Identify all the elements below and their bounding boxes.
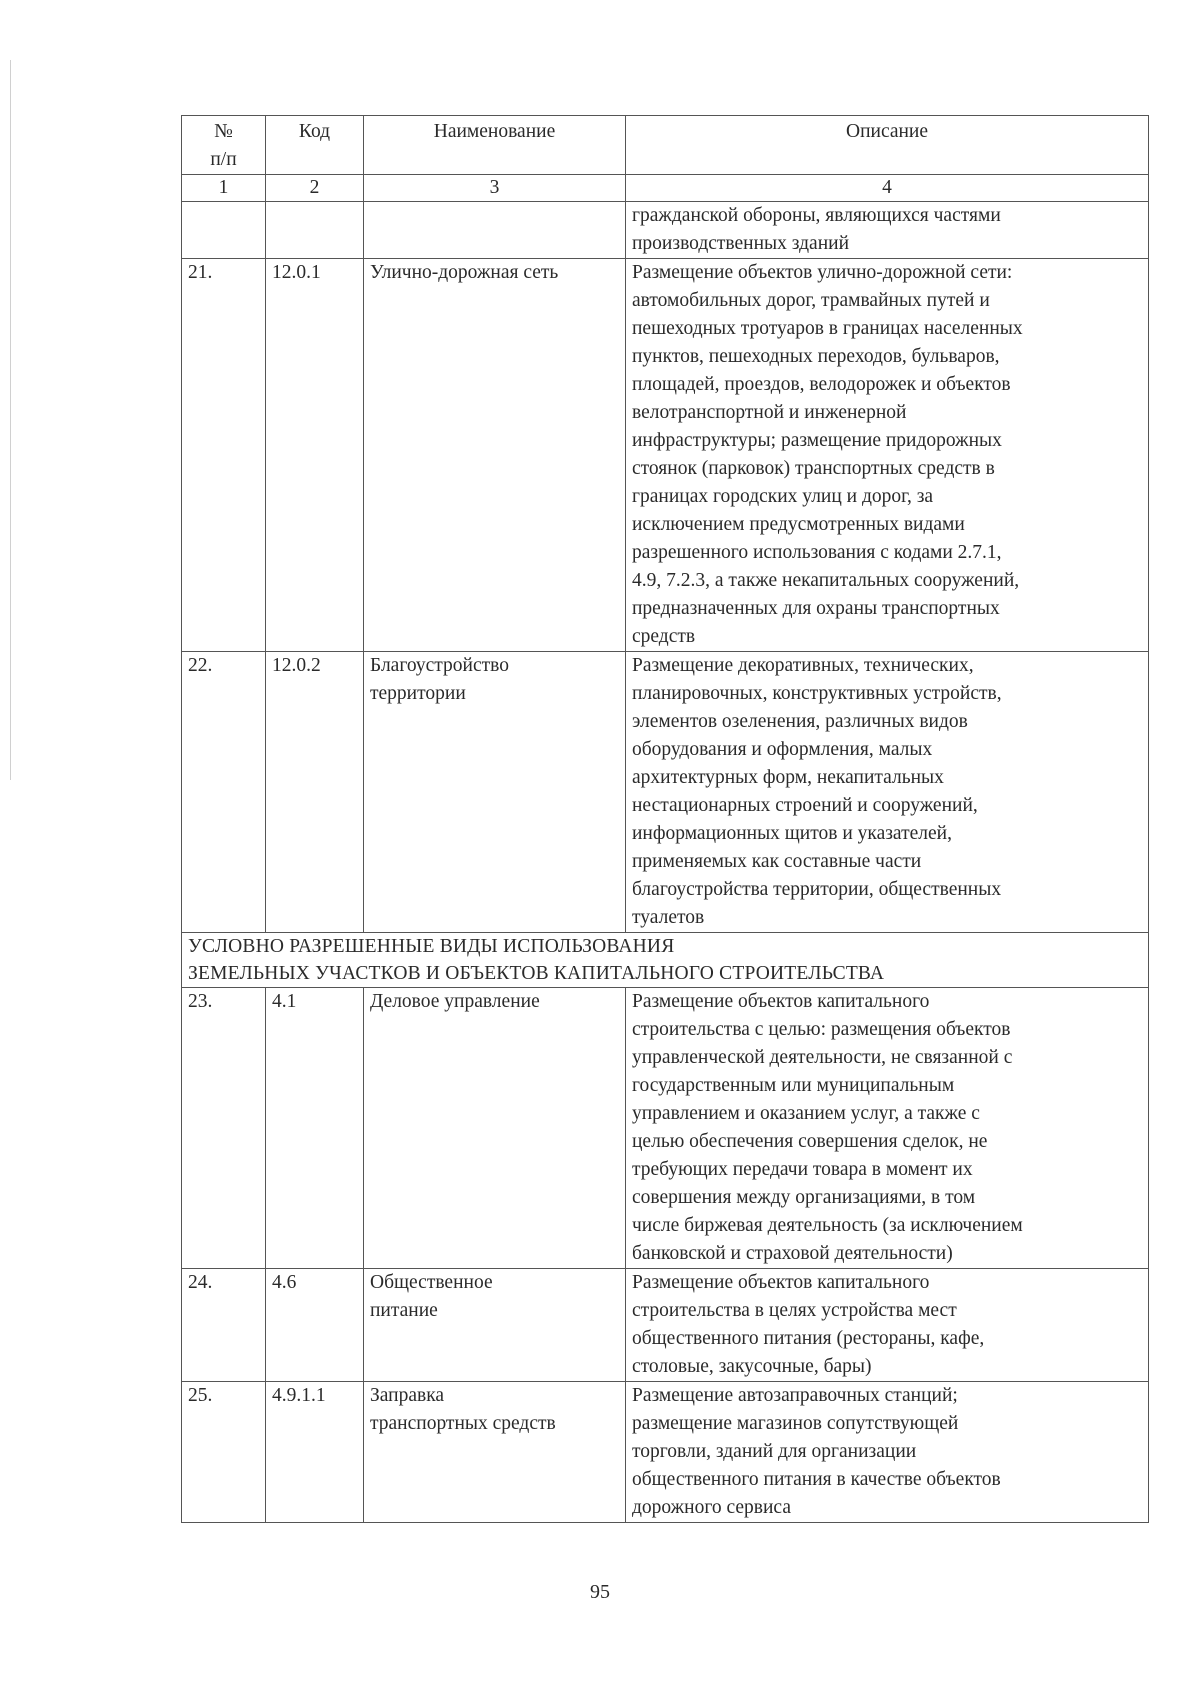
row-number: 23. — [182, 988, 266, 1269]
row-name: Благоустройство территории — [364, 652, 626, 933]
section-header-row — [182, 933, 1149, 988]
table-row — [182, 1269, 1149, 1382]
rows-before-section — [182, 202, 1149, 933]
table-header-row — [182, 116, 1149, 175]
row-number: 25. — [182, 1382, 266, 1523]
column-number: 1 — [182, 175, 266, 202]
rows-after-section — [182, 988, 1149, 1523]
column-number: 2 — [266, 175, 364, 202]
row-name: Улично-дорожная сеть — [364, 259, 626, 652]
row-description: Размещение декоративных, технических, планировочных, конструктивных устройств, элементов озеленения, различных видов оборудования и оформления, малых архитектурных форм, некапитальных нестационарных строений и сооружений, информационных щитов и указателей, применяемых как составные части благоустройства территории, общественных туалетов — [626, 652, 1149, 933]
row-description: Размещение объектов капитального строительства с целью: размещения объектов управленческой деятельности, не связанной с государственным или муниципальным управлением и оказанием услуг, а также с целью обеспечения совершения сделок, не требующих передачи товара в момент их совершения между организациями, в том числе биржевая деятельность (за исключением банковской и страховой деятельности) — [626, 988, 1149, 1269]
row-code: 12.0.2 — [266, 652, 364, 933]
row-name — [364, 202, 626, 259]
row-name: Деловое управление — [364, 988, 626, 1269]
page-number: 95 — [590, 1581, 610, 1603]
header-number: № п/п — [182, 116, 266, 175]
header-code: Код — [266, 116, 364, 175]
row-code — [266, 202, 364, 259]
row-code: 12.0.1 — [266, 259, 364, 652]
row-description: Размещение объектов улично-дорожной сети: автомобильных дорог, трамвайных путей и пешеходных тротуаров в границах населенных пунктов, пешеходных переходов, бульваров, площадей, проездов, велодорожек и объектов велотранспортной и инженерной инфраструктуры; размещение придорожных стоянок (парковок) транспортных средств в границах городских улиц и дорог, за исключением предусмотренных видами разрешенного использования с кодами 2.7.1, 4.9, 7.2.3, а также некапитальных сооружений, предназначенных для охраны транспортных средств — [626, 259, 1149, 652]
row-number: 24. — [182, 1269, 266, 1382]
row-name: Общественное питание — [364, 1269, 626, 1382]
row-code: 4.6 — [266, 1269, 364, 1382]
row-number: 22. — [182, 652, 266, 933]
row-number: 21. — [182, 259, 266, 652]
row-code: 4.9.1.1 — [266, 1382, 364, 1523]
header-description: Описание — [626, 116, 1149, 175]
section-title: УСЛОВНО РАЗРЕШЕННЫЕ ВИДЫ ИСПОЛЬЗОВАНИЯ ЗЕМЕЛЬНЫХ УЧАСТКОВ И ОБЪЕКТОВ КАПИТАЛЬНОГО СТРОИТЕЛЬСТВА — [182, 933, 1149, 988]
column-number-row — [182, 175, 1149, 202]
table-row — [182, 202, 1149, 259]
land-use-table — [181, 115, 1149, 1523]
scan-margin-line — [10, 60, 11, 780]
row-description: гражданской обороны, являющихся частями производственных зданий — [626, 202, 1149, 259]
column-number: 4 — [626, 175, 1149, 202]
row-number — [182, 202, 266, 259]
table-row — [182, 652, 1149, 933]
row-name: Заправка транспортных средств — [364, 1382, 626, 1523]
table-row — [182, 1382, 1149, 1523]
row-description: Размещение объектов капитального строительства в целях устройства мест общественного питания (рестораны, кафе, столовые, закусочные, бары) — [626, 1269, 1149, 1382]
row-code: 4.1 — [266, 988, 364, 1269]
table-row — [182, 988, 1149, 1269]
row-description: Размещение автозаправочных станций; размещение магазинов сопутствующей торговли, зданий для организации общественного питания в качестве объектов дорожного сервиса — [626, 1382, 1149, 1523]
header-name: Наименование — [364, 116, 626, 175]
table-row — [182, 259, 1149, 652]
column-number: 3 — [364, 175, 626, 202]
